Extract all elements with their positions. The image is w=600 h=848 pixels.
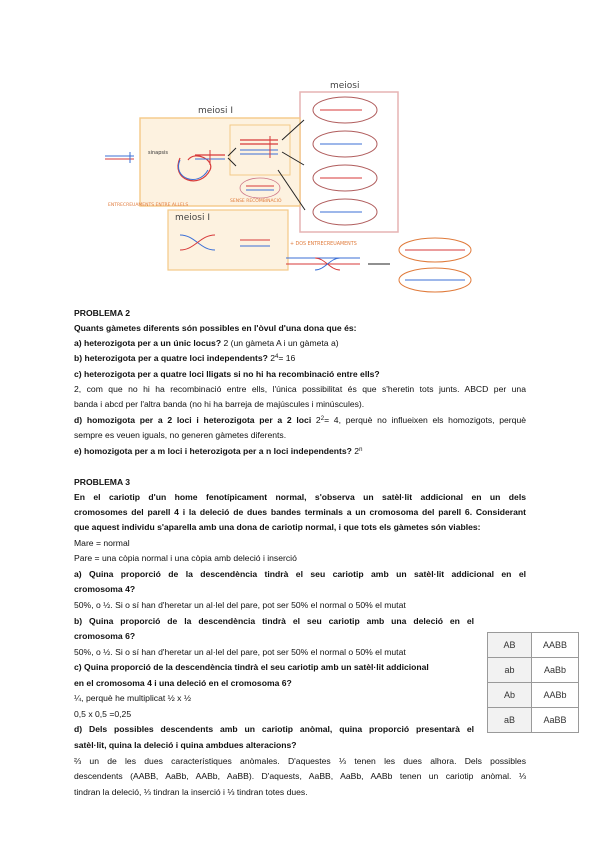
problema3-d-answer-1: ⅔ un de les dues característiques anòmales. D'aquestes ⅓ tenen les dues alhora. Dels possibles (74, 756, 526, 766)
problema2-a-answer: 2 (un gàmeta A i un gàmeta a) (221, 338, 339, 348)
encreuament-label: ENTRECREUAMENTS ENTRE ALLELS (108, 203, 189, 208)
problema3-d-question-1: d) Dels possibles descendents amb un cariotip anòmal, quina proporció presentarà el (74, 724, 474, 734)
genotype-cell: AaBB (532, 708, 579, 733)
problema2-b-answer-exp: 4 (275, 354, 279, 360)
meiosi-i-top-label: meiosi I (198, 106, 234, 116)
problema3-d-question-2: satèl·lit, quina la deleció i quina ambdues alteracions? (74, 740, 297, 750)
problema2-b-answer-base: 2 (267, 353, 276, 363)
problema2-a-question: a) heterozigota per a un únic locus? (74, 338, 222, 348)
problema2-d-question: d) homozigota per a 2 loci i heterozigota per a 2 loci (74, 415, 312, 425)
problema2-e (74, 446, 362, 457)
genotype-cell: AABb (532, 683, 579, 708)
problema2-b-answer-rest: = 16 (278, 353, 296, 363)
problema2-e-answer-exp: n (359, 447, 363, 453)
meiosi-i-bottom-label: meiosi I (175, 213, 211, 223)
problema3-title: PROBLEMA 3 (74, 477, 131, 487)
problema3-b-answer: 50%, o ½. Si o sí han d'heretar un al·lel del pare, pot ser 50% el normal o 50% el mutat (74, 647, 406, 657)
problema3-c-question-1: c) Quina proporció de la descendència tindrà el seu cariotip amb un satèl·lit addicional (74, 662, 429, 672)
dos-encreuaments-label: + DOS ENTRECREUAMENTS (290, 242, 357, 247)
problema3-pare: Pare = una còpia normal i una còpia amb deleció i inserció (74, 553, 297, 563)
problema2-c-question: c) heterozigota per a quatre loci lligats si no hi ha recombinació entre ells? (74, 369, 380, 379)
problema2-c-answer-1: 2, com que no hi ha recombinació entre ells, l'única possibilitat és que s'heretin tots junts. ABCD per una (74, 384, 526, 394)
meiosis-i-box-top (140, 118, 300, 206)
problema3-intro-3: que aquest individu s'aparella amb una dona de cariotip normal, i que tots els gàmetes són viables: (74, 522, 481, 532)
problema2-c-answer-2: banda i abcd per l'altra banda (no hi ha barreja de majúscules i minúscules). (74, 399, 365, 409)
table-row (488, 708, 579, 733)
problema2-e-question: e) homozigota per a m loci i heterozigota per a n loci independents? (74, 446, 352, 456)
gamete-cell: aB (488, 708, 532, 733)
genotype-cell: AaBb (532, 658, 579, 683)
problema2-d-answer-2: sempre es veuen iguals, no generen gàmetes diferents. (74, 430, 287, 440)
problema3-a-question-2: cromosoma 4? (74, 584, 136, 594)
problema2-question: Quants gàmetes diferents són possibles en l'òvul d'una dona que és: (74, 323, 357, 333)
problema3-b-question-2: cromosoma 6? (74, 631, 136, 641)
problema2-e-answer-base: 2 (351, 446, 360, 456)
gamete-cell: AB (488, 633, 532, 658)
no-recomb-label: SENSE RECOMBINACIÓ (230, 199, 282, 204)
problema2-d-answer-exp: 2 (320, 416, 325, 422)
problema2-b (74, 353, 295, 364)
problema3-d-answer-3: tindran la deleció, ⅓ tindran la inserció i ⅓ tindran totes dues. (74, 787, 308, 797)
problema3-b-question-1: b) Quina proporció de la descendència tindrà el seu cariotip amb una deleció en el (74, 616, 474, 626)
problema3-a-question-1: a) Quina proporció de la descendència tindrà el seu cariotip amb un satèl·lit addicional en el (74, 569, 526, 579)
problema2-d (74, 415, 526, 426)
gamete-table (487, 632, 579, 733)
genotype-cell: AABB (532, 633, 579, 658)
problema3-c-question-2: en el cromosoma 4 i una deleció en el cromosoma 6? (74, 678, 292, 688)
meiosi-title: meiosi (330, 81, 360, 91)
table-row (488, 658, 579, 683)
problema3-a-answer: 50%, o ½. Si o sí han d'heretar un al·lel del pare, pot ser 50% el normal o 50% el mutat (74, 600, 406, 610)
problema2-b-question: b) heterozigota per a quatre loci independents? (74, 353, 268, 363)
problema3-intro-1: En el cariotip d'un home fenotípicament normal, s'observa un satèl·lit addicional en un dels (74, 492, 526, 502)
gamete-cell: Ab (488, 683, 532, 708)
problema3-d-answer-2: descendents (AABB, AaBb, AABb, AaBB). D'aquests, AaBB, AaBb, AABb tenen un cariotip anòmal. ⅓ (74, 771, 526, 781)
problema2-d-answer-rest: = 4, perquè no influeixen els homozigots, perquè (324, 415, 526, 425)
problema3-c-answer-1: ¼, perquè he multiplicat ½ x ½ (74, 693, 192, 703)
table-row (488, 683, 579, 708)
problema2-a (74, 338, 339, 349)
problema3-mare: Mare = normal (74, 538, 130, 548)
problema3-c-answer-2: 0,5 x 0,5 =0,25 (74, 709, 132, 719)
gamete-cell: ab (488, 658, 532, 683)
meiosis-ii-box (300, 92, 398, 232)
problema3-intro-2: cromosomes del parell 4 i la deleció de dues bandes terminals a un cromosoma del parell 6. Considerant (74, 507, 526, 517)
table-row (488, 633, 579, 658)
sinapsis-label: sinapsis (148, 150, 168, 156)
problema2-d-answer-base: 2 (311, 415, 321, 425)
problema2-title: PROBLEMA 2 (74, 308, 131, 318)
meiosis-diagram (100, 70, 500, 302)
